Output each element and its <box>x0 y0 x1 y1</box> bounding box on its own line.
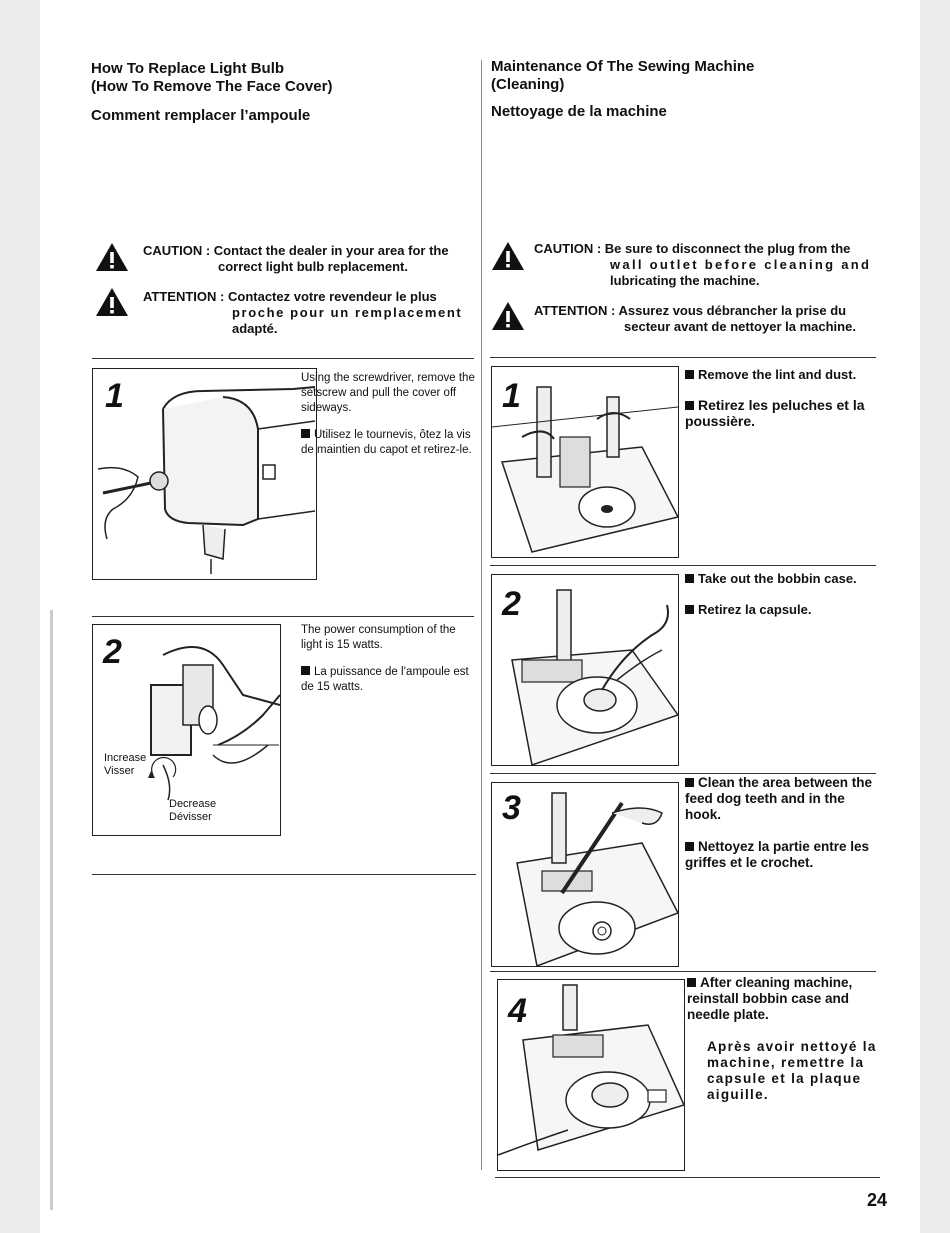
right-caution-label: CAUTION : <box>534 241 602 256</box>
bullet-icon <box>301 429 310 438</box>
divider <box>92 874 476 875</box>
right-step2-figure <box>491 574 679 766</box>
increase-label <box>104 752 146 778</box>
bobbin-case-illustration <box>492 575 678 765</box>
right-step4-en: After cleaning machine, reinstall bobbin case and needle plate. <box>687 975 853 1022</box>
left-attention-label: ATTENTION : <box>143 289 225 304</box>
left-step1-text <box>301 371 475 458</box>
bullet-icon <box>685 842 694 851</box>
bullet-icon <box>301 666 310 675</box>
right-step4-number: 4 <box>508 992 527 1030</box>
decrease-text: Decrease <box>169 798 217 810</box>
right-caution-text3: lubricating the machine. <box>610 273 760 288</box>
left-attention-text3: adapté. <box>232 321 278 336</box>
divider <box>490 971 876 972</box>
divider <box>490 773 876 774</box>
left-attention-text2: proche pour un remplacement <box>232 305 463 320</box>
face-cover-illustration <box>93 369 316 579</box>
decrease-label <box>169 798 216 824</box>
left-step2-en: The power consumption of the light is 15 watts. <box>301 624 456 651</box>
right-step1-en: Remove the lint and dust. <box>698 367 857 382</box>
right-step3-figure <box>491 782 679 967</box>
divider <box>495 1177 880 1178</box>
column-divider <box>481 60 482 1170</box>
right-title-line1: Maintenance Of The Sewing Machine <box>491 58 755 75</box>
bullet-icon <box>685 401 694 410</box>
right-step3-en: Clean the area between the feed dog teeth and in the hook. <box>685 775 873 822</box>
divider <box>490 565 876 566</box>
bullet-icon <box>685 605 694 614</box>
left-step1-fr: Utilisez le tournevis, ôtez la vis de maintien du capot et retirez-le. <box>301 429 472 456</box>
warning-triangle-icon <box>491 241 525 271</box>
increase-text: Increase <box>104 752 147 764</box>
bullet-icon <box>685 778 694 787</box>
right-step3-text <box>685 775 881 871</box>
right-title-line2: (Cleaning) <box>491 76 565 93</box>
right-step2-en: Take out the bobbin case. <box>698 571 857 586</box>
warning-triangle-icon <box>491 301 525 331</box>
left-step2-text <box>301 623 477 695</box>
left-title-line2: (How To Remove The Face Cover) <box>91 78 333 95</box>
right-step2-text <box>685 571 880 618</box>
left-step2-figure <box>92 624 281 836</box>
manual-page <box>40 0 920 1233</box>
right-step1-fr: Retirez les peluches et la poussière. <box>685 397 865 429</box>
left-attention-text1: Contactez votre revendeur le plus <box>227 289 437 304</box>
left-step1-figure <box>92 368 317 580</box>
right-step3-fr: Nettoyez la partie entre les griffes et le crochet. <box>685 839 870 870</box>
left-step1-number: 1 <box>105 377 124 415</box>
right-step4-text <box>687 975 882 1103</box>
right-caution-text1: Be sure to disconnect the plug from the <box>604 241 851 256</box>
divider <box>92 616 474 617</box>
divider <box>490 357 876 358</box>
left-caution-text2: correct light bulb replacement. <box>218 259 408 274</box>
needle-plate-illustration <box>492 367 678 557</box>
bullet-icon <box>687 978 696 987</box>
left-attention <box>143 289 473 337</box>
left-step2-fr: La puissance de l’ampoule est de 15 watts. <box>301 666 469 693</box>
right-step4-fr: Après avoir nettoyé la machine, remettre la capsule et la plaque aiguille. <box>707 1039 877 1102</box>
left-title-line1: How To Replace Light Bulb <box>91 60 285 77</box>
right-attention-text2: secteur avant de nettoyer la machine. <box>624 319 856 334</box>
right-caution <box>534 241 879 289</box>
right-title-fr: Nettoyage de la machine <box>491 103 667 120</box>
left-title-fr: Comment remplacer l’ampoule <box>91 107 311 124</box>
warning-triangle-icon <box>95 242 129 272</box>
warning-triangle-icon <box>95 287 129 317</box>
bullet-icon <box>685 574 694 583</box>
left-caution <box>143 243 473 275</box>
right-attention-label: ATTENTION : <box>534 303 616 318</box>
devisser-text: Dévisser <box>169 811 212 823</box>
cleaning-brush-illustration <box>492 783 678 966</box>
reinstall-illustration <box>498 980 684 1170</box>
left-caution-label: CAUTION : <box>143 243 211 258</box>
right-attention-text1: Assurez vous débrancher la prise du <box>618 303 847 318</box>
right-heading <box>491 58 911 121</box>
left-caution-text1: Contact the dealer in your area for the <box>213 243 449 258</box>
bullet-icon <box>685 370 694 379</box>
right-step1-number: 1 <box>502 377 521 415</box>
right-step1-text <box>685 367 880 429</box>
right-step1-figure <box>491 366 679 558</box>
right-step2-fr: Retirez la capsule. <box>698 602 812 617</box>
right-attention <box>534 303 879 335</box>
right-step3-number: 3 <box>502 789 521 827</box>
right-caution-text2: wall outlet before cleaning and <box>610 257 872 272</box>
left-heading <box>91 60 491 125</box>
visser-text: Visser <box>104 765 135 777</box>
divider <box>92 358 474 359</box>
scan-edge <box>50 610 53 1210</box>
left-step2-number: 2 <box>103 633 122 671</box>
right-step2-number: 2 <box>502 585 521 623</box>
right-step4-figure <box>497 979 685 1171</box>
left-step1-en: Using the screwdriver, remove the setscrew and pull the cover off sideways. <box>301 372 475 414</box>
page-number: 24 <box>867 1190 888 1210</box>
